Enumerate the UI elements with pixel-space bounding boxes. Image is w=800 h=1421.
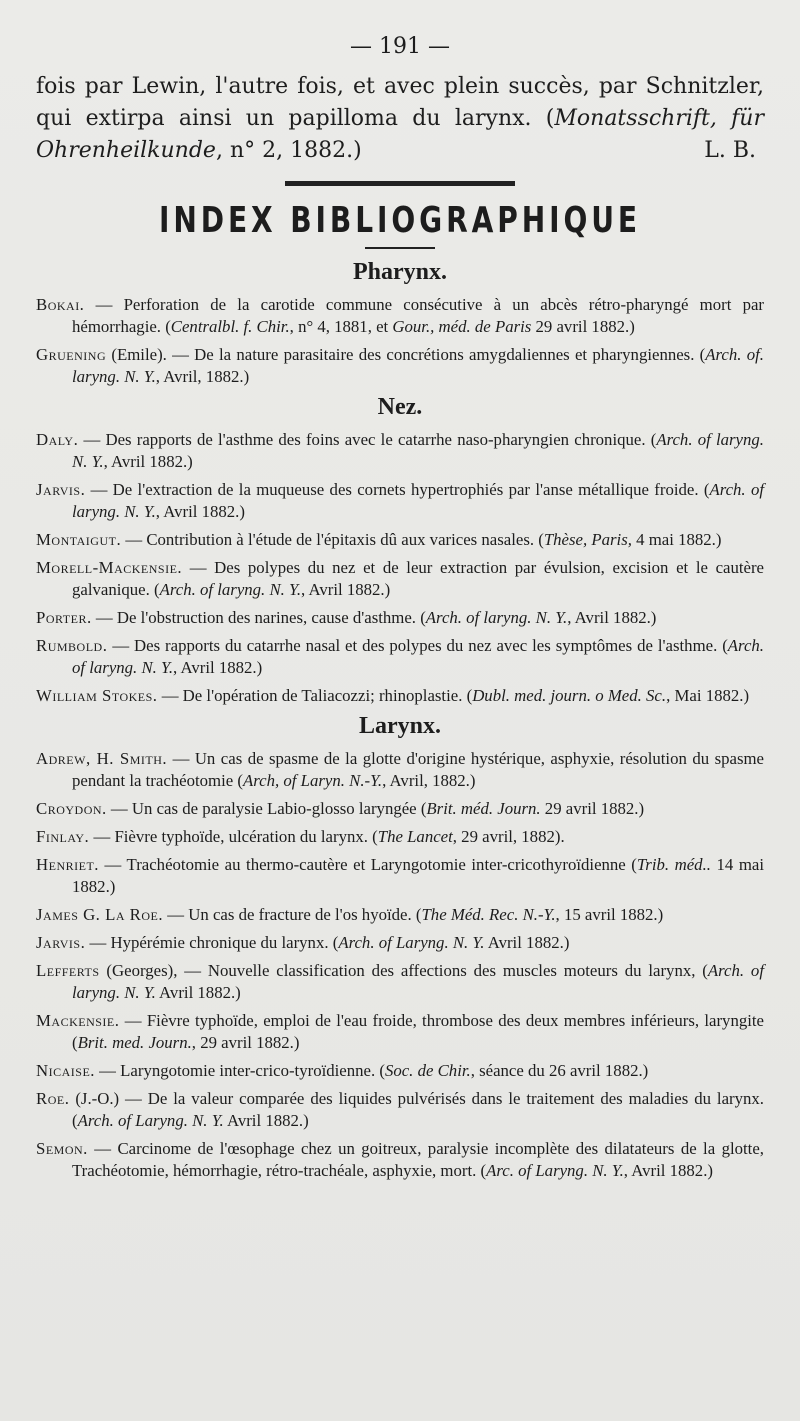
entry-body: — Fièvre typhoïde, ulcération du larynx. ( bbox=[89, 827, 378, 846]
bib-entry bbox=[36, 798, 764, 820]
entry-body: — Laryngotomie inter-crico-tyroïdienne. ( bbox=[94, 1061, 385, 1080]
entry-tail: , séance du 26 avril 1882.) bbox=[470, 1061, 649, 1080]
entry-body: — Un cas de fracture de l'os hyoïde. ( bbox=[163, 905, 422, 924]
entry-tail: 14 mai 1882.) bbox=[72, 855, 764, 896]
bib-entry bbox=[36, 1060, 764, 1082]
entry-author: Mackensie. bbox=[36, 1011, 120, 1030]
entry-author: Rumbold. bbox=[36, 636, 108, 655]
entry-body: (Georges), — Nouvelle classification des affections des muscles moteurs du larynx, ( bbox=[99, 961, 708, 980]
entry-source: Arch. of laryng. N. Y. bbox=[72, 430, 764, 471]
entry-tail: , 29 avril 1882.) bbox=[191, 1033, 300, 1052]
bib-entry bbox=[36, 557, 764, 601]
entry-source: Arch, of Laryn. N.-Y. bbox=[243, 771, 383, 790]
entry-body: — Trachéotomie au thermo-cautère et Laryngotomie inter-cricothyroïdienne ( bbox=[98, 855, 637, 874]
entry-author: Gruening bbox=[36, 345, 107, 364]
page-number: — 191 — bbox=[350, 34, 450, 59]
bib-entry bbox=[36, 479, 764, 523]
entry-tail: , n° 4, 1881, et bbox=[289, 317, 393, 336]
section-title-pharynx: Pharynx. bbox=[352, 259, 447, 285]
entry-author: Finlay. bbox=[36, 827, 90, 846]
entry-tail: , Avril 1882.) bbox=[103, 452, 193, 471]
entry-author: Montaigut. bbox=[36, 530, 122, 549]
bib-entry bbox=[36, 429, 764, 473]
entry-body: — Des rapports du catarrhe nasal et des polypes du nez avec les symptômes de l'asthme. ( bbox=[107, 636, 728, 655]
entry-tail: 29 avril 1882.) bbox=[531, 317, 635, 336]
entry-body: — Hypérémie chronique du larynx. ( bbox=[85, 933, 339, 952]
entry-body: — De l'opération de Taliacozzi; rhinoplastie. ( bbox=[157, 686, 473, 705]
entry-body: — Perforation de la carotide commune consécutive à un abcès rétro-pharyngé mort par hémorrhagie. ( bbox=[72, 295, 764, 336]
entry-author: Daly. bbox=[36, 430, 79, 449]
bib-entry bbox=[36, 344, 764, 388]
entry-body: — Des polypes du nez et de leur extraction par évulsion, excision et le cautère galvanique. ( bbox=[72, 558, 764, 599]
entry-tail: , Avril, 1882.) bbox=[382, 771, 476, 790]
entry-source: Arch. of. laryng. N. Y. bbox=[72, 345, 764, 386]
entry-tail: , Avril 1882.) bbox=[173, 658, 263, 677]
entry-tail: , Avril 1882.) bbox=[155, 502, 245, 521]
entry-body: — Fièvre typhoïde, emploi de l'eau froide, thrombose des deux membres inférieurs, laryngite ( bbox=[72, 1011, 764, 1052]
entry-author: Henriet. bbox=[36, 855, 99, 874]
entry-author: Jarvis. bbox=[36, 480, 86, 499]
entry-tail: Avril 1882.) bbox=[155, 983, 241, 1002]
entry-author: Lefferts bbox=[36, 961, 100, 980]
section-title-larynx: Larynx. bbox=[358, 713, 441, 739]
entry-author: Morell-Mackensie. bbox=[36, 558, 183, 577]
index-title: INDEX BIBLIOGRAPHIQUE bbox=[158, 200, 642, 241]
entry-source: Arch. of laryng. N. Y. bbox=[72, 961, 764, 1002]
entry-source: Trib. méd.. bbox=[636, 855, 711, 874]
entry-source: Arch. of laryng. N. Y. bbox=[159, 580, 302, 599]
entry-source: Arch. of laryng. N. Y. bbox=[72, 480, 764, 521]
entry-body: — De l'obstruction des narines, cause d'asthme. ( bbox=[91, 608, 426, 627]
entry-author: Jarvis. bbox=[36, 933, 86, 952]
bib-entry bbox=[36, 1010, 764, 1054]
entry-author: Roe. bbox=[36, 1089, 70, 1108]
entry-author: Adrew, H. Smith. bbox=[36, 749, 168, 768]
entry-body: (Emile). — De la nature parasitaire des concrétions amygdaliennes et pharyngiennes. ( bbox=[106, 345, 706, 364]
entry-body: — De l'extraction de la muqueuse des cornets hypertrophiés par l'anse métallique froide. ( bbox=[85, 480, 710, 499]
section-title-nez: Nez. bbox=[377, 394, 423, 420]
entry-tail: Avril 1882.) bbox=[223, 1111, 309, 1130]
bib-entry bbox=[36, 685, 764, 707]
bib-entry bbox=[36, 294, 764, 338]
entry-body: — Un cas de paralysie Labio-glosso laryngée ( bbox=[106, 799, 427, 818]
entry-tail: 29 avril 1882.) bbox=[540, 799, 645, 818]
entry-source: Centralbl. f. Chir. bbox=[170, 317, 290, 336]
entry-tail: , Avril 1882.) bbox=[301, 580, 391, 599]
entry-author: Nicaise. bbox=[36, 1061, 95, 1080]
intro-journal: Monatsschrift, für Ohrenheilkunde bbox=[36, 106, 764, 163]
entry-source: Arc. of Laryng. N. Y. bbox=[486, 1161, 624, 1180]
bib-entry bbox=[36, 854, 764, 898]
entry-author: Semon. bbox=[36, 1139, 88, 1158]
intro-text-end: , n° 2, 1882.) bbox=[215, 138, 362, 163]
intro-paragraph bbox=[36, 71, 764, 167]
bib-entry bbox=[36, 529, 764, 551]
entry-source: Brit. méd. Journ. bbox=[426, 799, 541, 818]
entry-tail: , Avril 1882.) bbox=[567, 608, 657, 627]
entry-tail: Avril 1882.) bbox=[484, 933, 570, 952]
bib-entry bbox=[36, 904, 764, 926]
entry-body: — Un cas de spasme de la glotte d'origine hystérique, asphyxie, résolution du spasme pendant la trachéotomie ( bbox=[72, 749, 764, 790]
entry-source: Gour., méd. de Paris bbox=[392, 317, 532, 336]
entry-tail: 4 mai 1882.) bbox=[631, 530, 722, 549]
bib-entry bbox=[36, 635, 764, 679]
entry-tail: , Avril, 1882.) bbox=[155, 367, 250, 386]
entry-tail: , Avril 1882.) bbox=[623, 1161, 713, 1180]
entry-body: — Contribution à l'étude de l'épitaxis dû aux varices nasales. ( bbox=[121, 530, 544, 549]
entry-source: Dubl. med. journ. o Med. Sc. bbox=[472, 686, 667, 705]
entry-source: The Lancet bbox=[377, 827, 453, 846]
bib-entry bbox=[36, 826, 764, 848]
entry-source: Thèse, Paris, bbox=[543, 530, 632, 549]
entry-author: James G. La Roe. bbox=[36, 905, 164, 924]
entry-tail: , 29 avril, 1882). bbox=[452, 827, 565, 846]
entry-source: Arch. of laryng. N. Y. bbox=[425, 608, 568, 627]
entry-tail: , Mai 1882.) bbox=[666, 686, 750, 705]
entry-author: Porter. bbox=[36, 608, 92, 627]
bib-entry bbox=[36, 1088, 764, 1132]
intro-signature: L. B. bbox=[704, 138, 756, 163]
entry-source: Arch. of Laryng. N. Y. bbox=[338, 933, 485, 952]
intro-text: fois par Lewin, l'autre fois, et avec plein succès, par Schnitzler, qui extirpa ainsi un papilloma du larynx. ( bbox=[36, 74, 764, 131]
bib-entry bbox=[36, 1138, 764, 1182]
bib-entry bbox=[36, 748, 764, 792]
entry-source: Brit. med. Journ. bbox=[77, 1033, 192, 1052]
entry-source: The Méd. Rec. N.-Y. bbox=[421, 905, 556, 924]
entry-body: — Des rapports de l'asthme des foins avec le catarrhe naso-pharyngien chronique. ( bbox=[78, 430, 657, 449]
title-underline bbox=[365, 247, 435, 249]
entry-source: Arch. of laryng. N. Y. bbox=[72, 636, 764, 677]
entry-source: Soc. de Chir. bbox=[384, 1061, 471, 1080]
bib-entry bbox=[36, 960, 764, 1004]
entry-tail: , 15 avril 1882.) bbox=[555, 905, 664, 924]
entry-author: Croydon. bbox=[36, 799, 107, 818]
section-divider bbox=[285, 181, 515, 186]
bib-entry bbox=[36, 932, 764, 954]
entry-body: (J.-O.) — De la valeur comparée des liquides pulvérisés dans le traitement des maladies du larynx. ( bbox=[69, 1089, 764, 1130]
entry-author: William Stokes. bbox=[36, 686, 158, 705]
entry-body: — Carcinome de l'œsophage chez un goitreux, paralysie incomplète des dilatateurs de la glotte, Trachéotomie, hémorrhagie, rétro-trachéale, asphyxie, mort. ( bbox=[72, 1139, 764, 1180]
entry-source: Arch. of Laryng. N. Y. bbox=[77, 1111, 224, 1130]
entry-author: Bokai. bbox=[36, 295, 85, 314]
bib-entry bbox=[36, 607, 764, 629]
